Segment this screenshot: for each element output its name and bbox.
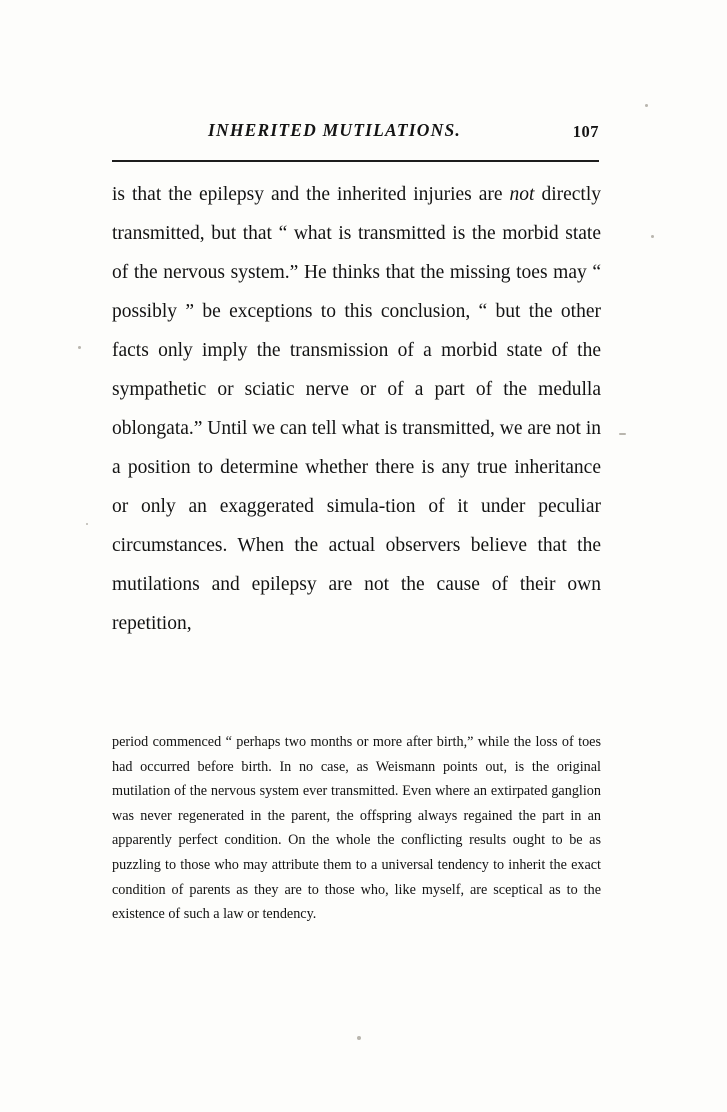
main-body-text [112, 175, 601, 643]
paper-speck [619, 433, 626, 435]
paper-speck [645, 104, 648, 107]
paper-speck [78, 346, 81, 349]
page-header [112, 120, 599, 146]
footnote-paragraph: period commenced “ perhaps two months or more after birth,” while the loss of toes had occurred before birth. In no case, as Weismann points out, is the original mutilation of the nervous system ever transmitted. Even where an extirpated ganglion was never regenerated in the parent, the offspring always regained the part in an apparently perfect condition. On the whole the conflicting results ought to be as puzzling to those who may attribute them to a universal tendency to inherit the exact condition of parents as they are to those who, like myself, are sceptical as to the existence of such a law or tendency. [112, 734, 601, 923]
body-paragraph: is that the epilepsy and the inherited injuries are not directly transmitted, but that “ what is transmitted is the morbid state of the nervous system.” He thinks that the missing toes may “ possibly ” be exceptions to this conclusion, “ but the other facts only imply the transmission of a morbid state of the sympathetic or sciatic nerve or of a part of the medulla oblongata.” Until we can tell what is transmitted, we are not in a position to determine whether there is any true inheritance or only an exaggerated simula-tion of it under peculiar circumstances. When the actual observers believe that the mutilations and epilepsy are not the cause of their own repetition, [112, 184, 601, 634]
paper-speck [651, 235, 654, 238]
header-rule [112, 160, 599, 162]
page-number: 107 [572, 122, 599, 141]
paper-speck [357, 1036, 361, 1040]
running-title: INHERITED MUTILATIONS. [208, 120, 461, 140]
paper-speck [86, 523, 88, 525]
footnote-block [112, 730, 601, 927]
